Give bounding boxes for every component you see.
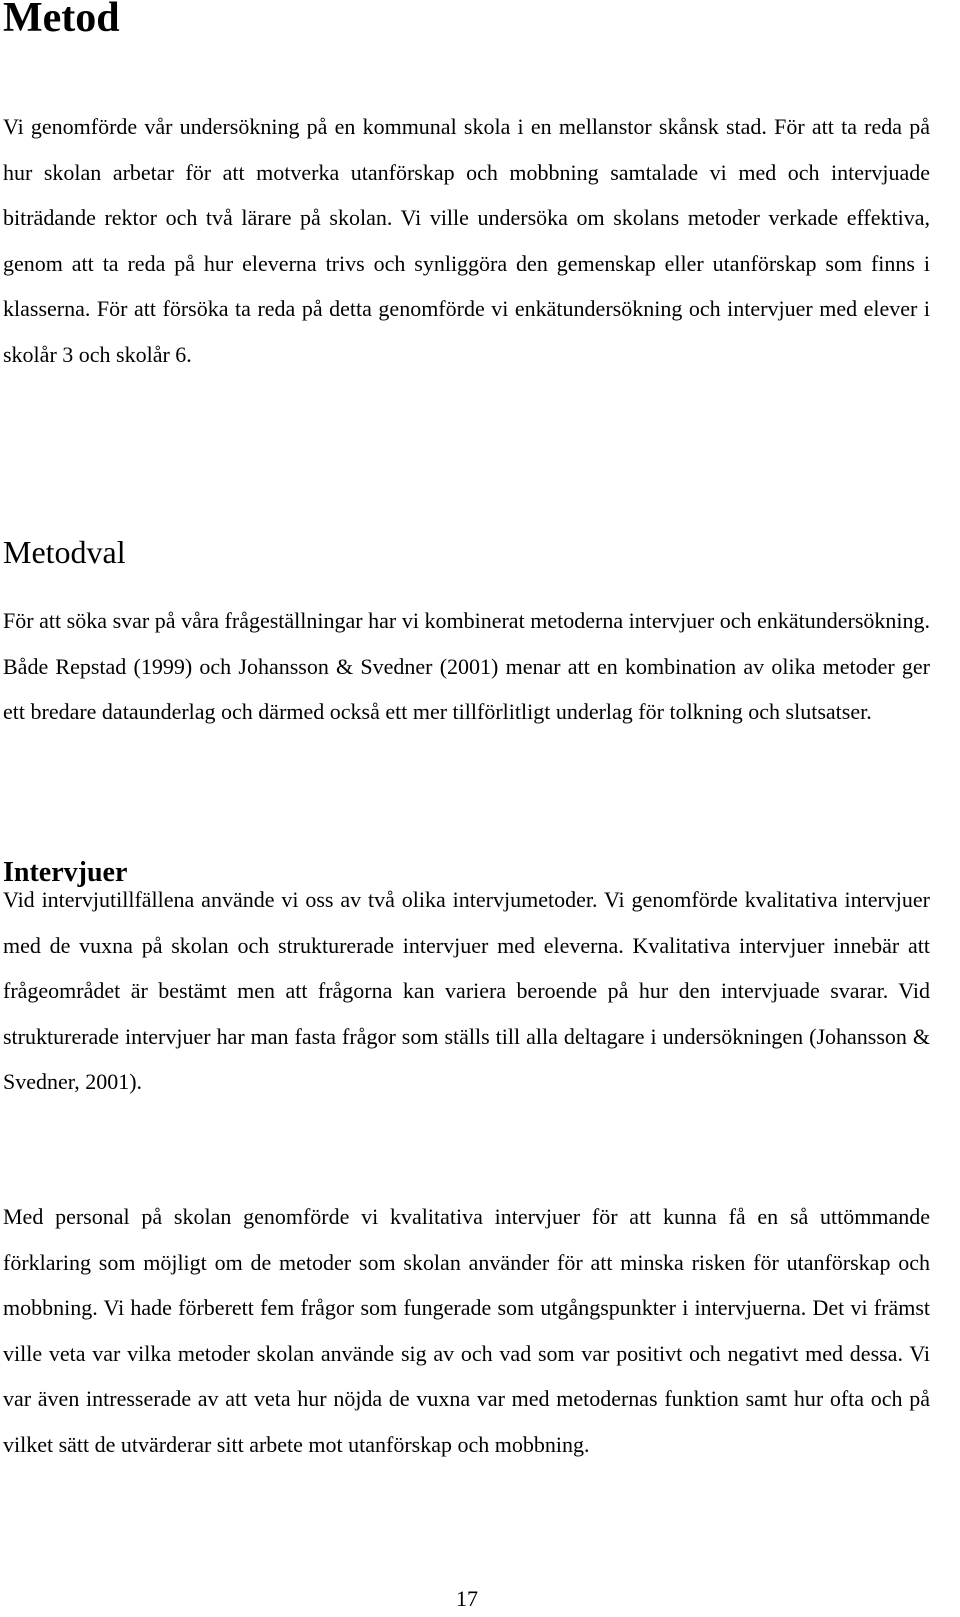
page-number: 17 — [456, 1586, 478, 1611]
page-title: Metod — [3, 0, 120, 41]
intervjuer-paragraph-1: Vid intervjutillfällena använde vi oss av två olika intervjumetoder. Vi genomförde kvalitativa intervjuer med de vuxna på skolan och strukturerade intervjuer med eleverna. Kvalitativa intervjuer innebär att frågeområdet är bestämt men att frågorna kan variera beroende på hur den intervjuade svarar. Vid strukturerade intervjuer har man fasta frågor som ställs till alla deltagare i undersökningen (Johansson & Svedner, 2001). — [3, 887, 930, 1094]
intro-paragraph: Vi genomförde vår undersökning på en kommunal skola i en mellanstor skånsk stad. För att ta reda på hur skolan arbetar för att motverka utanförskap och mobbning samtalade vi med och intervjuade biträdande rektor och två lärare på skolan. Vi ville undersöka om skolans metoder verkade effektiva, genom att ta reda på hur eleverna trivs och synliggöra den gemenskap eller utanförskap som finns i klasserna. För att försöka ta reda på detta genomförde vi enkätundersökning och intervjuer med elever i skolår 3 och skolår 6. — [3, 114, 930, 367]
section-heading-metodval: Metodval — [3, 534, 126, 570]
section-heading-intervjuer: Intervjuer — [3, 857, 128, 888]
metodval-paragraph: För att söka svar på våra frågeställningar har vi kombinerat metoderna intervjuer och enkätundersökning. Både Repstad (1999) och Johansson & Svedner (2001) menar att en kombination av olika metoder ger ett bredare dataunderlag och därmed också ett mer tillförlitligt underlag för tolkning och slutsatser. — [3, 608, 930, 724]
intervjuer-paragraph-2: Med personal på skolan genomförde vi kvalitativa intervjuer för att kunna få en så uttömmande förklaring som möjligt om de metoder som skolan använder för att minska risken för utanförskap och mobbning. Vi hade förberett fem frågor som fungerade som utgångspunkter i intervjuerna. Det vi främst ville veta var vilka metoder skolan använde sig av och vad som var positivt och negativt med dessa. Vi var även intresserade av att veta hur nöjda de vuxna var med metodernas funktion samt hur ofta och på vilket sätt de utvärderar sitt arbete mot utanförskap och mobbning. — [3, 1204, 930, 1457]
